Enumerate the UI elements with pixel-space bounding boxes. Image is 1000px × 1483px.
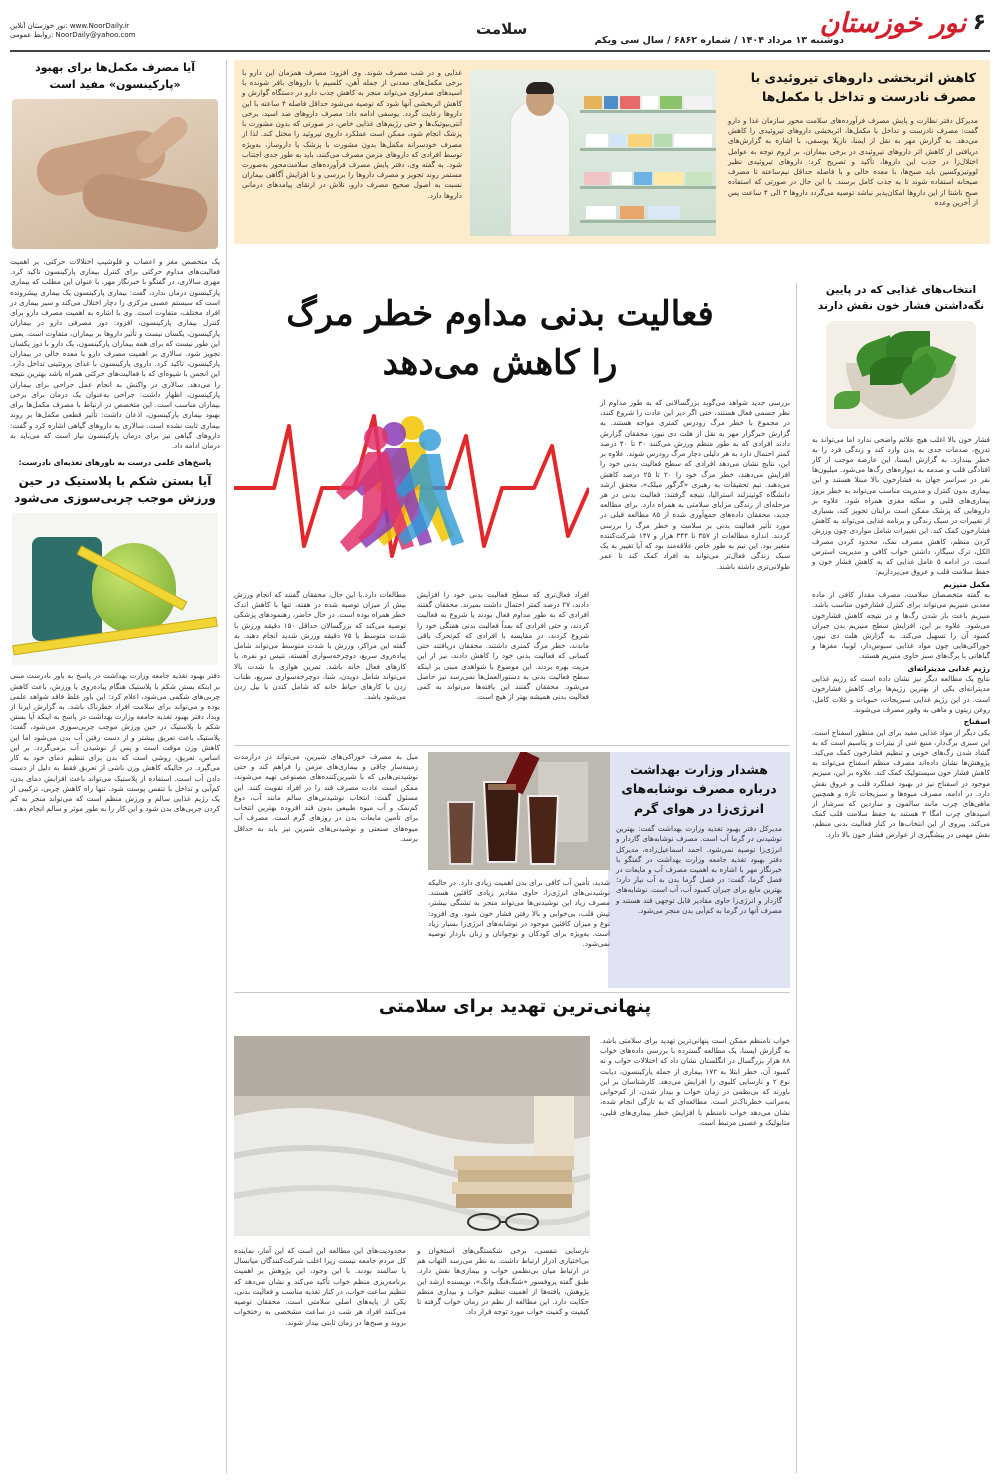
bp-subhead-magnesium: مکمل منیزیم bbox=[943, 579, 990, 589]
main-story-col-right: بررسی جدید شواهد می‌گوید بزرگسالانی که به طور مداوم از نظر جسمی فعال هستند، حتی اگر دیر این عادت را شروع کنند، در مجموع با خطر مرگ زودرس کمتری مواجه هستند. به گزارش خبرگزار مهر به نقل از هلث دی نیوز، محققان گزارش دادند افرادی که به طور منظم ورزش می‌کنند ۳۰ تا ۴۰ درصد کمتر احتمال دارد به هر دلیلی دچار مرگ زودرس شوند. علاوه بر این، نتایج نشان می‌دهد افرادی که سطح فعالیت بدنی خود را افزایش می‌دهند، خطر مرگ خود را ۲۰ تا ۲۵ درصد کاهش می‌دهند. تیم تحقیقات به رهبری «گرگور میلک»، محقق ارشد دانشگاه کوئینزلند استرالیا، نتیجه گرفتند: فعالیت بدنی در هر مرحله‌ای از زندگی مزایای سلامتی به همراه دارد. برای مطالعه جدید، محققان داده‌های جمع‌آوری شده از ۸۵ مطالعه قبلی در مورد تأثیر فعالیت بدنی بر سلامت و خطر مرگ را بررسی کردند. اندازه مطالعات از ۳۵۷ تا ۳۴۴ هزار و ۱۴۷ شرکت‌کننده متغیر بود. این تیم به طور خاص علاقه‌مند بود که آیا تغییر به یک سبک زندگی فعال‌تر می‌تواند به افراد کمک کند تا عمر طولانی‌تری داشته باشند. bbox=[600, 398, 791, 571]
hidden-threat-title: پنهانی‌ترین تهدید برای سلامتی bbox=[378, 996, 652, 1017]
contact-mail[interactable]: روابط عمومی: NoorDaily@yahoo.com bbox=[10, 31, 136, 40]
section-title: سلامت bbox=[476, 20, 528, 38]
main-story-col-left: مطالعات دارد.با این حال، محققان گفتند که انجام ورزش بیش از میزان توصیه شده در هفته، تنها با کاهش اندک خطر همراه بوده است. در حال حاضر، رهنمودهای پزشکی توصیه می‌کند که بزرگسالان حداقل ۱۵۰ دقیقه ورزش با شدت متوسط یا ۷۵ دقیقه ورزش شدید انجام دهند. به گفته این مراکز، ورزش با شدت متوسط می‌تواند شامل پیاده‌روی سریع، دوچرخه‌سواری آهسته، تنیس دو نفره، یا کارهای فعال خانه باشد. تمرین هوازی با شدت بالا می‌تواند شامل دویدن، شنا، دوچرخه‌سواری سریع، طناب زدن یا کارهای حیاط خانه که شامل کندن یا بیل زدن می‌شود باشد. bbox=[234, 590, 407, 702]
page-number: ۶ bbox=[972, 10, 986, 35]
top-story-box bbox=[234, 60, 990, 244]
newspaper-logo: نور خوزستان bbox=[819, 8, 966, 39]
energy-drink-body: مدیرکل دفتر بهبود تغذیه وزارت بهداشت گفت: بهترین نوشیدنی در گرما آب است. مصرف نوشابه‌های گازدار و انرژی‌زا توصیه نمی‌شود. احمد اسماعیل‌زاده، مدیرکل دفتر بهبود تغذیه جامعه وزارت بهداشت در گفتگو با خبرنگار مهر با اشاره به اهمیت مصرف آب و مایعات در فصل گرما، گفت: در فصل گرما بدن به آب نیاز دارد؛ بهترین مایع برای جبران کمبود آب، آب است. نوشابه‌های گازدار و انرژی‌زا حاوی مقادیر قابل توجهی قند هستند و مصرف آنها در گرما به کم‌آبی بدن منجر می‌شود. bbox=[616, 824, 782, 915]
bp-paragraph-2: به گفته متخصصان سلامت، مصرف مقدار کافی از ماده معدنی منیزیم می‌تواند برای کنترل فشارخون مناسب باشد. منیزیم باعث باز شدن رگ‌ها و در نتیجه کاهش فشارخون می‌شود. علاوه بر این، افزایش سطح منیزیم بدن جبران کمبود آن را تسهیل می‌کند. به گزارش هلث دی نیوز، خوراکی‌هایی چون مواد غذایی سبوس‌دار، لوبیا، مغزها و گیاهانی با برگ‌های سبز حاوی منیزیم هستند. bbox=[812, 590, 990, 661]
hidden-threat-col-mid: نارسایی تنفسی، برخی شکستگی‌های استخوان و بی‌اختیاری ادرار ارتباط داشت. به نظر می‌رسد التهاب هم در ارتباط میان بی‌نظمی خواب و بیماری‌ها نقش دارد. طبق گفته پروفسور «شنگ‌فنگ وانگ»، نویسنده ارشد این پژوهش، یافته‌ها از اهمیت تنظیم خواب و بیداری منظم حکایت دارد. این مطالعه از نظم در زمان خواب گرفته تا کیفیت و کمیت خواب مورد توجه قرار داد. bbox=[417, 1246, 589, 1317]
bp-subhead-spinach: اسفناج bbox=[963, 717, 990, 726]
header-contact bbox=[10, 22, 135, 41]
hands-photo bbox=[12, 99, 218, 249]
top-story-title: کاهش اثربخشی داروهای تیروئیدی با مصرف نادرست و تداخل با مکمل‌ها bbox=[750, 70, 976, 105]
top-story-body-left: غذایی و در شب مصرف شوند. وی افزود: مصرف همزمان این دارو با برخی مکمل‌های معدنی از جمله آهن، کلسیم یا داروهای بافر شونده با اسیدهای صفراوی می‌تواند منجر به کاهش جذب دارو در دستگاه گوارش و کاهش اثربخشی آنها شود که توصیه می‌شود حداقل فاصله ۴ ساعته با این داروها رعایت گردد. یوسفی ادامه داد: مصرف داروهای ضد اسید، برخی آنتی‌بیوتیک‌ها و حتی رژیم‌های غذایی خاص، در صورتی که بدون مشورت با پزشک انجام شود، ممکن است عملکرد داروی تیروئید را مختل کند. لذا از مصرف خودسرانه مکمل‌ها بدون مشورت با پزشک یا داروساز، به‌ویژه توسط افرادی که داروهای مزمن مصرف می‌کنند، باید به طور جدی اجتناب شود. به گفته وی، دفتر پایش مصرف فرآورده‌های سلامت‌محور به‌صورت مستمر روند تجویز و مصرف داروها را بررسی و با افزایش آگاهی بیماران نسبت به اصول صحیح مصرف دارو، تلاش در ارتقای پیامدهای درمانی داروها دارد. bbox=[242, 68, 462, 200]
myth-title: آیا بستن شکم با پلاستیک در حین ورزش موجب چربی‌سوزی می‌شود bbox=[14, 473, 216, 505]
spinach-photo bbox=[826, 321, 976, 429]
main-headline-line-2: را کاهش می‌دهد bbox=[382, 343, 618, 384]
blood-pressure-article bbox=[812, 283, 990, 841]
myth-kicker: پاسخ‌های علمی درست به باورهای تغذیه‌ای نادرست: bbox=[18, 458, 212, 468]
blood-pressure-title: انتخاب‌های غذایی که در پایین نگه‌داشتن فشار خون نقش دارند bbox=[817, 284, 985, 312]
apple-tape-photo bbox=[12, 513, 218, 665]
parkinson-title: آیا مصرف مکمل‌ها برای بهبود «پارکینسون» مفید است bbox=[34, 61, 196, 91]
main-story-col-mid: افراد فعال‌تری که سطح فعالیت بدنی خود را افزایش دادند، ۲۷ درصد کمتر احتمال داشت بمیرند. محققان گفتند افرادی که به طور مداوم فعال بودند یا شروع به فعالیت کردند، و حتی افرادی که بعداً فعالیت بدنی هفتگی خود را شروع کردند، در مقایسه با افرادی که کم‌تحرک باقی ماندند، خطر مرگ کمتری داشتند. محققان دریافتند حتی کسانی که فعالیت بدنی خود را کاهش دادند، نیز از این مزیت بهره بردند. این موضوع با شواهدی مبنی بر اینکه سطح فعالیت بدنی به دستورالعمل‌ها نمی‌رسد نیز حاصل می‌شود. محققان گفتند این یافته‌ها می‌تواند به کمی فعالیت بدنی همیشه بهتر از هیچ است. bbox=[417, 590, 589, 702]
main-headline bbox=[240, 290, 760, 389]
myth-body: دفتر بهبود تغذیه جامعه وزارت بهداشت در پاسخ به باور نادرست مبنی بر اینکه بستن شکم با پلاستیک هنگام پیاده‌روی یا ورزش، باعث کاهش چربی‌های شکمی می‌شود، اعلام کرد: این باور غلط فاقد شواهد علمی بوده و می‌تواند برای سلامت افراد خطرناک باشد. به گزارش ایرنا از وبدا، دفتر بهبود تغذیه جامعه وزارت بهداشت در پاسخ به اینکه آیا بستن شکم با پلاستیک در حین ورزش موجب چربی‌سوزی می‌شود، گفت: پلاستیک باعث تعریق بیشتر و از دست رفتن آب بدن می‌شود اما این کاهش وزن موقت است و پس از نوشیدن آب برمی‌گردد. بر این اساس، تعریق، روشی است که بدن برای تنظیم دمای خود به کار می‌گیرد. در حالیکه کاهش وزن ناشی از تعریق فقط به دلیل از دست دادن آب است. استفاده از پلاستیک می‌تواند باعث افزایش دمای بدن، کم‌آبی و تداخل با تنفس پوست شود. تنها راه کاهش چربی، ترکیبی از یک رژیم غذایی سالم و ورزش منظم است که می‌تواند منجر به کم کردن چربی‌های بدن شود و این کار را به طور موثر و سالم انجام دهد. bbox=[10, 671, 220, 814]
hidden-threat-col-right: خواب نامنظم ممکن است پنهانی‌ترین تهدید برای سلامتی باشد. به گزارش ایسنا، یک مطالعه گسترده با بررسی داده‌های خواب ۸۸ هزار بزرگسال در انگلستان نشان داد که اختلالات خواب و نه کمبود آن، خطر ابتلا به ۱۷۲ بیماری از جمله پارکینسون، دیابت نوع ۲ و نارسایی کلیوی را افزایش می‌دهد. کارشناسان بر این باورند که بی‌نظمی در زمان خواب و بیدار شدن، از کم‌خوابی به‌مراتب خطرناک‌تر است. مطالعه‌ای که به تازگی انجام شده، نشان می‌دهد خواب نامنظم با افزایش خطر بیماری‌های قلبی، متابولیک و عصبی مرتبط است. bbox=[600, 1036, 790, 1127]
energy-drink-title: هشدار وزارت بهداشت درباره مصرف نوشابه‌های انرژی‌زا در هوای گرم bbox=[621, 762, 777, 816]
bp-paragraph-1: فشار خون بالا اغلب هیچ علائم واضحی ندارد اما می‌تواند به تدریج، صدمات جدی به بدن وارد کند و زندگی فرد را به خطر بیندازد. به گزارش ایسنا، این عارضه موجب از کار افتادگی قلب و صدمه به دیواره‌های رگ‌ها می‌شود. میلیون‌ها نفر در سراسر جهان به فشارخون بالا مبتلا هستند و این بیماری بدون کنترل و مدیریت مناسب می‌تواند به خطر بروز بیماری‌های قلبی و سکته مغزی همراه شود. علاوه بر داروهایی که پزشک ممکن است برایتان تجویز کند، بسیاری از تغییرات در سبک زندگی و برنامه غذایی می‌تواند به کاهش فشارخون کمک کند. این تغییرات شامل مواردی چون ورزش کردن منظم، کاهش مصرف نمک، محدود کردن مصرف الکل، ترک سیگار، داشتن خواب کافی و مدیریت استرس است. در ادامه ۵ عامل غذایی که به کاهش فشار خون و حفظ سلامت قلب و عروق می‌پردازیم: bbox=[812, 434, 990, 577]
parkinson-body: یک متخصص مغز و اعصاب و فلوشیپ اختلالات حرکتی، بر اهمیت فعالیت‌های مداوم حرکتی برای کنترل بیماری پارکینسون تاکید کرد. مهری سالاری، در گفتگو با خبرنگار مهر، با عنوان این مطلب که بیماری پارکینسون درمان ندارد، گفت: بیماری پارکینسون یک بیماری پیشرونده است که سیستم عصبی مرکزی را دچار اختلال می‌کند و سیر بیماری در افراد مختلف، متفاوت است. وی با اشاره به اهمیت مصرف دارو برای کنترل بیماری پارکینسون، افزود: دوز مصرفی دارو در بیماران پارکینسون، یکسان نیست و تأثیر داروها بر بیماران، متفاوت است. یعنی این طور نیست که برای همه بیماران پارکینسون، یک دارو با دوز یکسان تجویز شود. سالاری بر اهمیت مصرف دارو با معده خالی در بیماران پارکینسون، تاکید کرد. داروی پارکینسون با غذای پروتئینی تداخل دارد. این انجمن با شیوه‌ای که با فعالیت‌های حرکتی همراه باشد بهترین نتیجه را می‌دهد. سالاری در واکنش به انجام عمل جراحی برای بیماران پارکینسون، اظهار داشت: جراحی به‌عنوان یک درمان برای برخی بیماران مناسب است. این متخصص در ارتباط با مصرف مکمل‌ها برای بهبود بیماری پارکینسون، اذعان داشت: تأثیر قطعی مکمل‌ها بر روند بیماری ثابت نشده است. سالاری به داروهای گیاهی اشاره کرد و گفت: داروهای گیاهی نیز برای درمان پارکینسون نیاز است که می‌باید به درمان ادامه داد. bbox=[9, 257, 220, 450]
top-story-body: مدیرکل دفتر نظارت و پایش مصرف فرآورده‌های سلامت محور سازمان غذا و دارو گفت: مصرف نادرست و تداخل با مکمل‌ها، اثربخشی داروهای تیروئیدی را کاهش می‌دهد. به گزارش مهر به نقل از ایمنا، نازیلا یوسفی، با اشاره به گزارش‌های دریافتی از کاهش اثر داروهای تیروئیدی در برخی بیماران، بر لزوم توجه به عوامل اختلال‌زا در جذب این داروها، تأکید و تصریح کرد: داروهای تیروئیدی نظیر لووتیروکسین باید صبح‌ها، با معده خالی و با فاصله حداقل نیم‌ساعته تا مصرف صبحانه استفاده شوند تا به جذب کامل برسند. با این حال در صورتی که استفاده صبح ناشتا از این داروها امکان‌پذیر نباشد توصیه می‌گردد داروها ۳ الی ۴ ساعت پس از آخرین وعده bbox=[728, 116, 978, 207]
main-headline-line-1: فعالیت بدنی مداوم خطر مرگ bbox=[286, 294, 714, 334]
energy-drink-box bbox=[608, 752, 790, 988]
energy-drink-col-mid: شدید، تأمین آب کافی برای بدن اهمیت زیادی دارد. در حالیکه نوشیدنی‌های انرژی‌زا، حاوی مقادیر زیادی کافئین هستند. مصرف زیاد این نوشیدنی‌ها می‌تواند منجر به تشنگی بیشتر، تپش قلب، بی‌خوابی و بالا رفتن فشار خون شود. وی افزود: نوع و میزان کافئین موجود در نوشابه‌های انرژی‌زا بسیار زیاد است. به‌ویژه برای کودکان و نوجوانان و زنان باردار توصیه نمی‌شود. bbox=[428, 878, 610, 949]
pharmacy-photo bbox=[470, 70, 716, 236]
energy-drink-article bbox=[234, 752, 790, 988]
bp-paragraph-4: یکی دیگر از مواد غذایی مفید برای این منظور اسفناج است. این سبزی برگ‌دار، منبع غنی از نیترات و پتاسیم است که به گشاد شدن رگ‌های خونی و تنظیم فشارخون کمک می‌کند. پژوهش‌ها نشان داده‌اند مصرف منظم اسفناج می‌تواند به کاهش فشار خون سیستولیک کمک کند. علاوه بر این، منیزیم موجود در اسفناج نیز در بهبود عملکرد قلب و عروق نقش دارد. در ادامه، مصرف میوه‌ها و سبزیجات تازه و همچنین ماهی‌های چرب مانند سالمون و ساردین که سرشار از اسیدهای چرب امگا ۳ هستند به حفظ سلامت قلب کمک می‌کند. پیروی از این انتخاب‌ها در کنار فعالیت بدنی منظم، نقش مهمی در پیشگیری از عوارض فشار خون بالا دارد. bbox=[812, 727, 990, 839]
energy-drink-col-left: میل به مصرف خوراکی‌های شیرین، می‌تواند در درازمدت زمینه‌ساز چاقی و بیماری‌های مزمن را فراهم کند و حتی نوشیدنی‌هایی که با شیرین‌کننده‌های مصنوعی تهیه می‌شوند، ممکن است عادت مصرف قند را در افراد تقویت کنند. این مسئول گفت: انتخاب نوشیدنی‌های سالم مانند آب، دوغ کم‌نمک و آب میوه طبیعی بدون قند افزوده بهترین انتخاب برای تأمین مایعات بدن در روزهای گرم است. مصرف آب میوه‌های صنعتی و نوشیدنی‌های شیرین نیز باید به حداقل برسد. bbox=[234, 752, 418, 843]
bed-photo bbox=[234, 1036, 590, 1236]
cola-photo bbox=[428, 752, 610, 870]
contact-web[interactable]: نور خوزستان آنلاین: www.NoorDaily.ir bbox=[10, 22, 130, 30]
bp-paragraph-3: نتایج یک مطالعه دیگر نیز نشان داده است که رژیم غذایی مدیترانه‌ای یکی از بهترین رژیم‌ها برای کاهش فشارخون است. در این رژیم غذایی سبزیجات، حبوبات و غلات کامل، روغن زیتون و ماهی به وفور مصرف می‌شوند. bbox=[812, 674, 990, 714]
page-header bbox=[10, 8, 990, 52]
bp-subhead-mediterranean: رژیم غذایی مدیترانه‌ای bbox=[907, 663, 990, 673]
runners-illustration bbox=[234, 396, 589, 582]
issue-date: دوشنبه ۱۳ مرداد ۱۴۰۴ / شماره ۶۸۶۲ / سال سی ویکم bbox=[594, 35, 844, 46]
parkinson-article bbox=[10, 60, 220, 814]
hidden-threat-col-left: محدودیت‌های این مطالعه این است که این آمار، نماینده کل مردم جامعه نیست زیرا اغلب شرکت‌کنندگان میانسال یا سالمند بودند. با این وجود، این پژوهش بر اهمیت برنامه‌ریزی منظم خواب تأکید می‌کند و نشان می‌دهد که تنظیم ساعت خواب، در کنار تغذیه مناسب و فعالیت بدنی، یکی از پایه‌های اصلی سلامتی است. محققان توصیه می‌کنند افراد هر شب در ساعت مشخصی به رختخواب بروند و صبح‌ها در زمان ثابتی بیدار شوند. bbox=[234, 1246, 406, 1327]
